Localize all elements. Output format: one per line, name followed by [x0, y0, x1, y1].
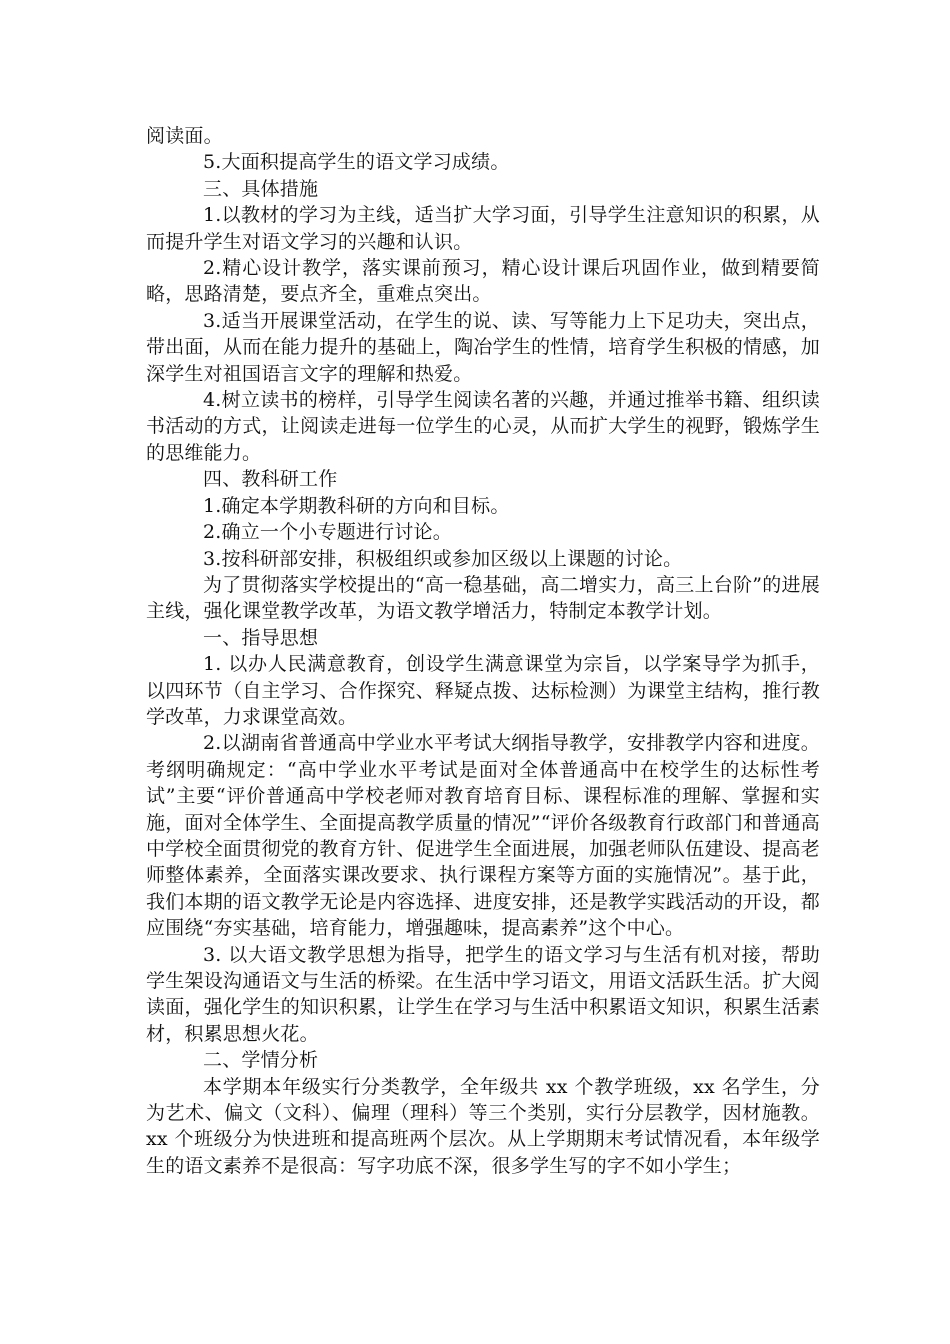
- paragraph: 3.按科研部安排，积极组织或参加区级以上课题的讨论。: [203, 547, 683, 570]
- paragraph: 3.适当开展课堂活动，在学生的说、读、写等能力上下足功夫，突出点，带出面，从而在能力提升的基础上，陶冶学生的性情，培育学生积极的情感，加深学生对祖国语言文字的理解和热爱。: [146, 309, 820, 385]
- paragraph: 三、具体措施: [203, 177, 319, 200]
- paragraph: 4.树立读书的榜样，引导学生阅读名著的兴趣，并通过推举书籍、组织读书活动的方式，让阅读走进每一位学生的心灵，从而扩大学生的视野，锻炼学生的思维能力。: [146, 389, 820, 464]
- paragraph: 3. 以大语文教学思想为指导，把学生的语文学习与生活有机对接，帮助学生架设沟通语文与生活的桥梁。在生活中学习语文，用语文活跃生活。扩大阅读面，强化学生的知识积累，让学生在学习与生活中积累语文知识，积累生活素材，积累思想火花。: [146, 943, 820, 1045]
- paragraph: 2.精心设计教学，落实课前预习，精心设计课后巩固作业，做到精要简略，思路清楚，要点齐全，重难点突出。: [146, 257, 820, 306]
- paragraph: 为了贯彻落实学校提出的“高一稳基础，高二增实力，高三上台阶”的进展主线，强化课堂教学改革，为语文教学增活力，特制定本教学计划。: [146, 573, 820, 623]
- paragraph: 1.确定本学期教科研的方向和目标。: [203, 494, 510, 517]
- document-body: [146, 123, 820, 1179]
- paragraph: 本学期本年级实行分类教学，全年级共 xx 个教学班级，xx 名学生，分为艺术、偏文（文科）、偏理（理科）等三个类别，实行分层教学，因材施教。xx 个班级分为快进班和提高班两个层次。从上学期期末考试情况看，本年级学生的语文素养不是很高：写字功底不深，很多学生写的字不如小学生；: [146, 1075, 820, 1177]
- paragraph: 2.确立一个小专题进行讨论。: [203, 521, 452, 544]
- paragraph: 二、学情分析: [203, 1049, 319, 1072]
- paragraph: 1.以教材的学习为主线，适当扩大学习面，引导学生注意知识的积累，从而提升学生对语文学习的兴趣和认识。: [146, 204, 820, 253]
- paragraph: 四、教科研工作: [203, 468, 338, 491]
- paragraph: 阅读面。: [146, 125, 223, 147]
- paragraph: 2.以湖南省普通高中学业水平考试大纲指导教学，安排教学内容和进度。考纲明确规定：“高中学业水平考试是面对全体普通高中在校学生的达标性考试”主要“评价普通高中学校老师对教育培育目标、课程标准的理解、掌握和实施，面对全体学生、全面提高教学质量的情况”“评价各级教育行政部门和普通高中学校全面贯彻党的教育方针、促进学生全面进展，加强老师队伍建设、提高老师整体素养，全面落实课改要求、执行课程方案等方面的实施情况”。基于此，我们本期的语文教学无论是内容选择、进度安排，还是教学实践活动的开设，都应围绕“夯实基础，培育能力，增强趣味，提高素养”这个中心。: [146, 732, 820, 940]
- paragraph: 一、指导思想: [203, 626, 319, 649]
- paragraph: 5.大面积提高学生的语文学习成绩。: [203, 151, 510, 174]
- paragraph: 1. 以办人民满意教育，创设学生满意课堂为宗旨，以学案导学为抓手，以四环节（自主学习、合作探究、释疑点拨、达标检测）为课堂主结构，推行教学改革，力求课堂高效。: [146, 653, 820, 728]
